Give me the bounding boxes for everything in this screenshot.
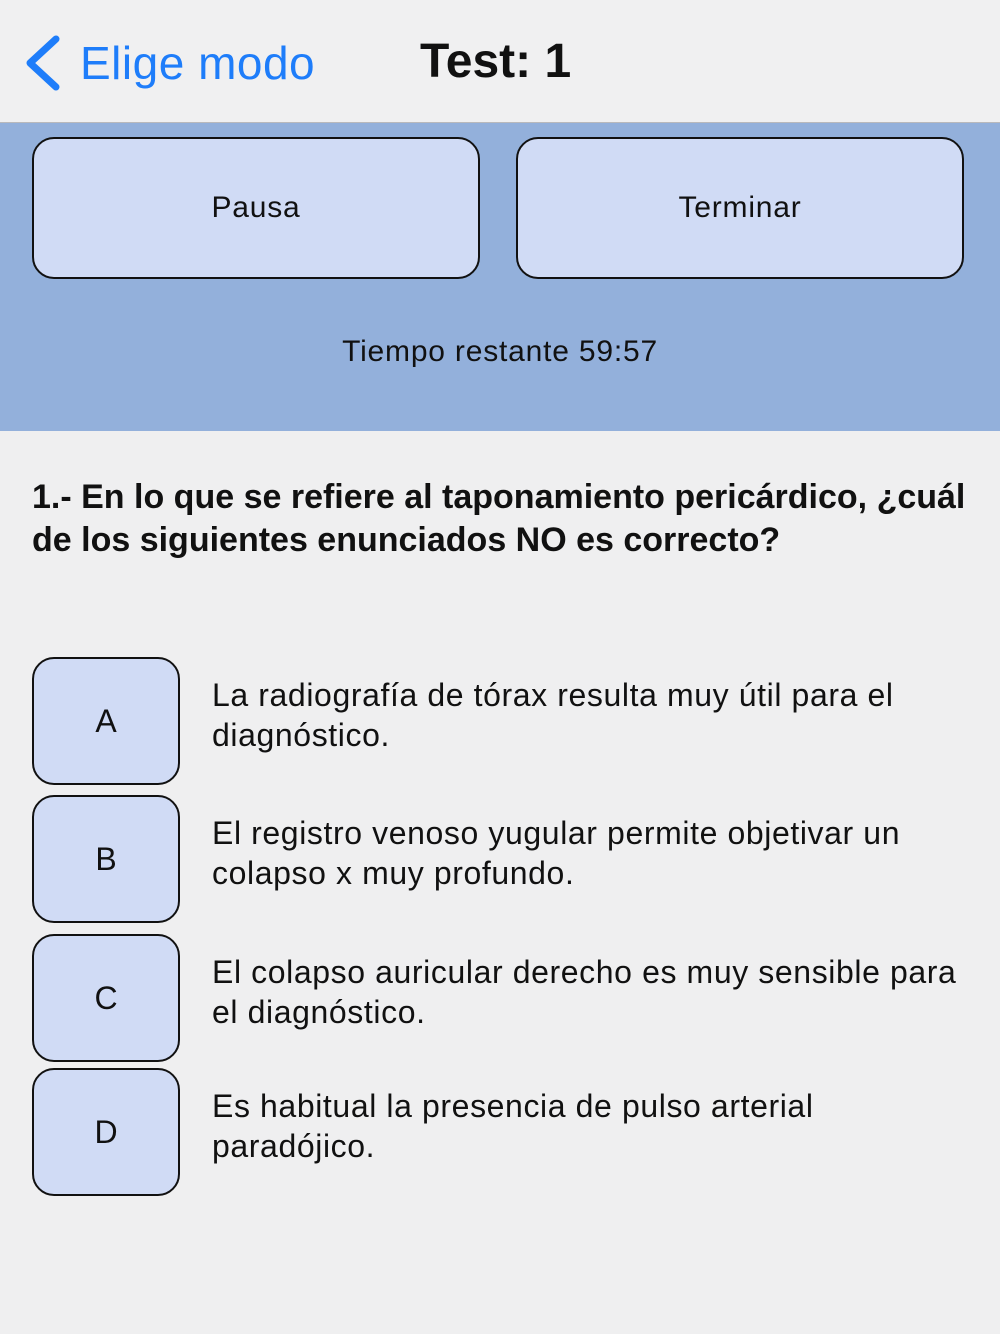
test-control-panel [0, 123, 1000, 431]
answer-b-text: El registro venoso yugular permite objetivar un colapso x muy profundo. [212, 815, 901, 891]
answer-d-text: Es habitual la presencia de pulso arterial paradójico. [212, 1088, 814, 1164]
answer-d-button[interactable]: D [32, 1068, 180, 1196]
time-remaining-label: Tiempo restante 59:57 [342, 335, 658, 368]
back-button[interactable] [22, 28, 315, 98]
navigation-bar [0, 0, 1000, 123]
answer-c-text: El colapso auricular derecho es muy sensible para el diagnóstico. [212, 954, 957, 1030]
answer-a-button[interactable]: A [32, 657, 180, 785]
answer-option-a [32, 657, 972, 785]
finish-button[interactable]: Terminar [516, 137, 964, 279]
answer-option-b [32, 795, 972, 923]
answer-c-button[interactable]: C [32, 934, 180, 1062]
answer-option-d [32, 1068, 972, 1196]
chevron-left-icon [22, 33, 62, 93]
question-text: 1.- En lo que se refiere al taponamiento pericárdico, ¿cuál de los siguientes enunciados NO es correcto? [32, 478, 966, 559]
answer-option-c [32, 934, 972, 1062]
answer-b-button[interactable]: B [32, 795, 180, 923]
page-title: Test: 1 [420, 35, 572, 88]
back-button-label: Elige modo [80, 37, 316, 89]
pause-button[interactable]: Pausa [32, 137, 480, 279]
answer-a-text: La radiografía de tórax resulta muy útil para el diagnóstico. [212, 677, 894, 753]
